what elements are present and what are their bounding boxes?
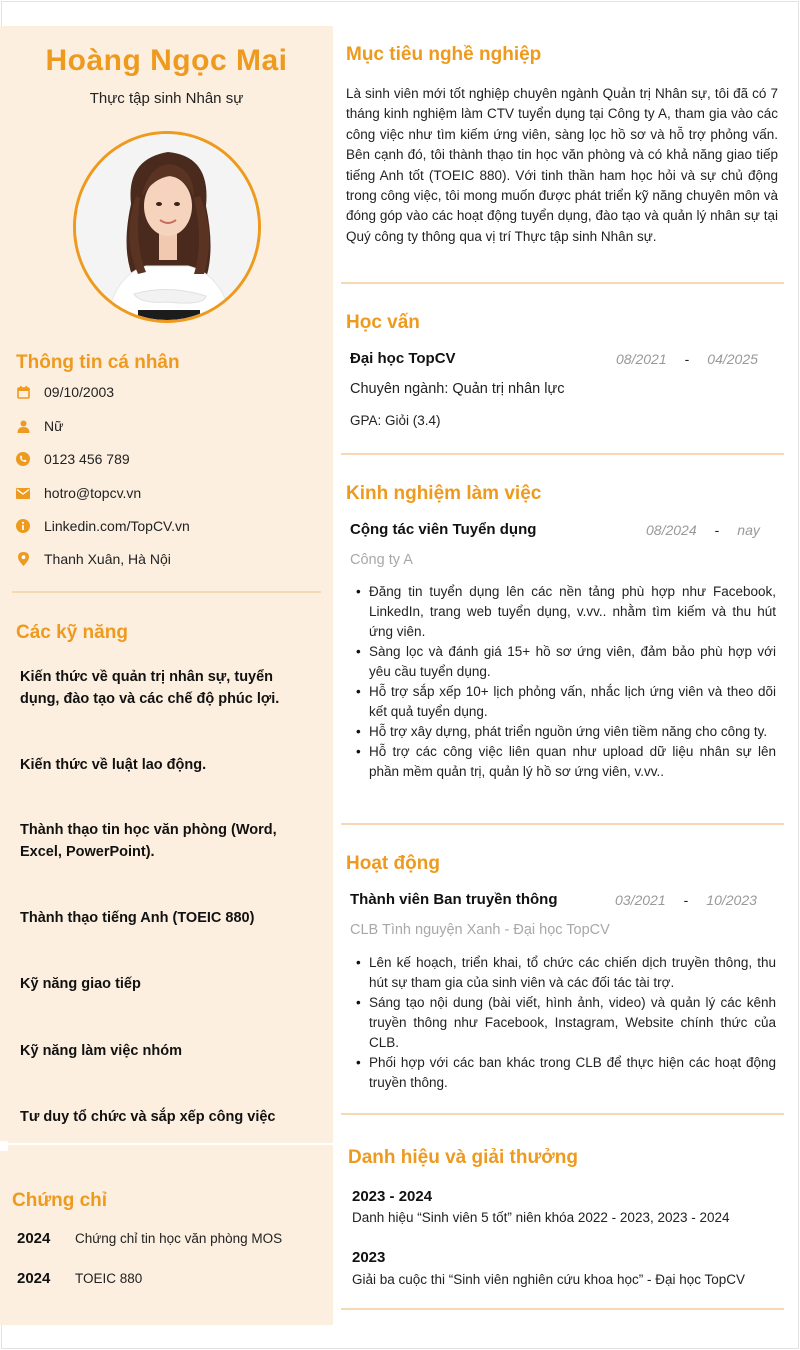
date-start: 08/2021 <box>616 351 667 367</box>
info-email <box>16 482 141 504</box>
certificate-row <box>17 1230 282 1247</box>
award-description: Giải ba cuộc thi “Sinh viên nghiên cứu khoa học” - Đại học TopCV <box>352 1272 746 1287</box>
info-gender <box>16 415 63 437</box>
skill-item: Kỹ năng làm việc nhóm <box>20 1043 182 1059</box>
email-icon <box>16 486 30 500</box>
list-item: • Đăng tin tuyển dụng lên các nền tảng phù hợp như Facebook, LinkedIn, trang web tuyển dụng, v.vv.. nhằm tìm kiếm và thu hút ứng viên. <box>356 582 776 642</box>
avatar <box>73 131 261 323</box>
email-value: hotro@topcv.vn <box>44 485 142 501</box>
date-end: 04/2025 <box>707 351 758 367</box>
date-end: 10/2023 <box>706 892 757 908</box>
activity-organization: CLB Tình nguyện Xanh - Đại học TopCV <box>350 922 610 938</box>
date-start: 08/2024 <box>646 522 697 538</box>
education-major: Chuyên ngành: Quản trị nhân lực <box>350 381 565 397</box>
award-year: 2023 - 2024 <box>352 1188 433 1205</box>
location-pin-icon <box>16 552 30 566</box>
experience-bullets <box>356 582 776 782</box>
certificate-year: 2024 <box>17 1270 51 1287</box>
skill-item: Kỹ năng giao tiếp <box>20 976 141 992</box>
certificates-title: Chứng chỉ <box>12 1190 108 1211</box>
education-gpa: GPA: Giỏi (3.4) <box>350 413 441 428</box>
date-separator: - <box>714 522 720 538</box>
skill-item: Tư duy tổ chức và sắp xếp công việc <box>20 1109 276 1125</box>
info-address <box>16 548 171 570</box>
list-item: • Hỗ trợ sắp xếp 10+ lịch phỏng vấn, nhắc lịch ứng viên và theo dõi kết quả tuyển dụng. <box>356 682 776 722</box>
info-birthday <box>16 381 114 403</box>
experience-title: Kinh nghiệm làm việc <box>346 483 542 504</box>
section-divider <box>341 282 784 284</box>
skill-item: Thành thạo tiếng Anh (TOEIC 880) <box>20 910 255 926</box>
activity-bullets <box>356 953 776 1093</box>
award-year: 2023 <box>352 1249 386 1266</box>
birthday-value: 09/10/2003 <box>44 384 115 400</box>
phone-icon <box>16 452 30 466</box>
experience-dates <box>646 522 760 538</box>
date-separator: - <box>684 351 690 367</box>
date-end: nay <box>737 522 760 538</box>
activities-title: Hoạt động <box>346 853 440 874</box>
experience-company: Công ty A <box>350 552 413 568</box>
skill-item: Kiến thức về luật lao động. <box>20 757 207 773</box>
list-item: • Sáng tạo nội dung (bài viết, hình ảnh, video) và quản lý các kênh truyền thông như Facebook, Instagram, Website chính thức của CLB. <box>356 993 776 1053</box>
list-item: • Hỗ trợ xây dựng, phát triển nguồn ứng viên tiềm năng cho công ty. <box>356 722 776 742</box>
section-divider <box>341 823 784 825</box>
section-divider <box>341 1308 784 1310</box>
list-item: • Hỗ trợ các công việc liên quan như upload dữ liệu nhân sự lên phần mềm quản trị, quản lý hồ sơ ứng viên, v.vv.. <box>356 742 776 782</box>
personal-info-title: Thông tin cá nhân <box>16 352 180 373</box>
activity-position: Thành viên Ban truyền thông <box>350 891 558 908</box>
education-dates <box>616 351 758 367</box>
award-description: Danh hiệu “Sinh viên 5 tốt” niên khóa 2022 - 2023, 2023 - 2024 <box>352 1210 730 1225</box>
skill-item: Kiến thức về quản trị nhân sự, tuyển dụng, đào tạo và các chế độ phúc lợi. <box>20 669 280 707</box>
person-icon <box>16 419 30 433</box>
address-value: Thanh Xuân, Hà Nội <box>44 551 171 567</box>
sidebar-notch <box>0 1141 8 1151</box>
sidebar-divider <box>8 1143 333 1145</box>
education-school: Đại học TopCV <box>350 350 456 367</box>
education-title: Học vấn <box>346 312 420 333</box>
date-start: 03/2021 <box>615 892 666 908</box>
portrait-image <box>76 134 258 320</box>
candidate-name: Hoàng Ngọc Mai <box>45 44 288 77</box>
info-circle-icon <box>16 519 30 533</box>
certificate-row <box>17 1270 142 1287</box>
section-divider <box>341 453 784 455</box>
list-item: • Lên kế hoạch, triển khai, tổ chức các chiến dịch truyền thông, thu hút sự tham gia của sinh viên và các đối tác tài trợ. <box>356 953 776 993</box>
list-item: • Sàng lọc và đánh giá 15+ hồ sơ ứng viên, đảm bảo phù hợp với yêu cầu tuyển dụng. <box>356 642 776 682</box>
info-linkedin <box>16 515 190 537</box>
date-separator: - <box>683 892 689 908</box>
gender-value: Nữ <box>44 418 64 434</box>
experience-position: Cộng tác viên Tuyển dụng <box>350 521 537 538</box>
info-phone <box>16 448 130 470</box>
sidebar-divider <box>12 591 321 593</box>
skill-item: Thành thạo tin học văn phòng (Word, Excel, PowerPoint). <box>20 822 277 860</box>
linkedin-value: Linkedin.com/TopCV.vn <box>44 518 190 534</box>
candidate-role: Thực tập sinh Nhân sự <box>89 90 244 107</box>
certificate-name: Chứng chỉ tin học văn phòng MOS <box>75 1231 283 1246</box>
objective-text: Là sinh viên mới tốt nghiệp chuyên ngành Quản trị Nhân sự, tôi đã có 7 tháng kinh nghiệm làm CTV tuyển dụng tại Công ty A, tham gia vào các công việc như tìm kiếm ứng viên, sàng lọc hồ sơ và hỗ trợ phỏng vấn. Bên cạnh đó, tôi thành thạo tin học văn phòng và có khả năng giao tiếp tiếng Anh tốt (TOEIC 880). Với tinh thần ham học hỏi và sự chủ động trong công việc, tôi mong muốn được phát triển kỹ năng chuyên môn và đóng góp vào các hoạt động tuyển dụng, đào tạo và quản lý nhân sự tại Quý công ty thông qua vị trí Thực tập sinh Nhân sự. <box>346 86 778 244</box>
certificate-name: TOEIC 880 <box>75 1271 143 1286</box>
calendar-icon <box>16 385 30 399</box>
activity-dates <box>615 892 757 908</box>
list-item: • Phối hợp với các ban khác trong CLB để thực hiện các hoạt động truyền thông. <box>356 1053 776 1093</box>
section-divider <box>341 1113 784 1115</box>
objective-title: Mục tiêu nghề nghiệp <box>346 44 542 65</box>
skills-title: Các kỹ năng <box>16 622 128 643</box>
phone-value: 0123 456 789 <box>44 451 130 467</box>
certificate-year: 2024 <box>17 1230 51 1247</box>
awards-title: Danh hiệu và giải thưởng <box>348 1147 578 1168</box>
